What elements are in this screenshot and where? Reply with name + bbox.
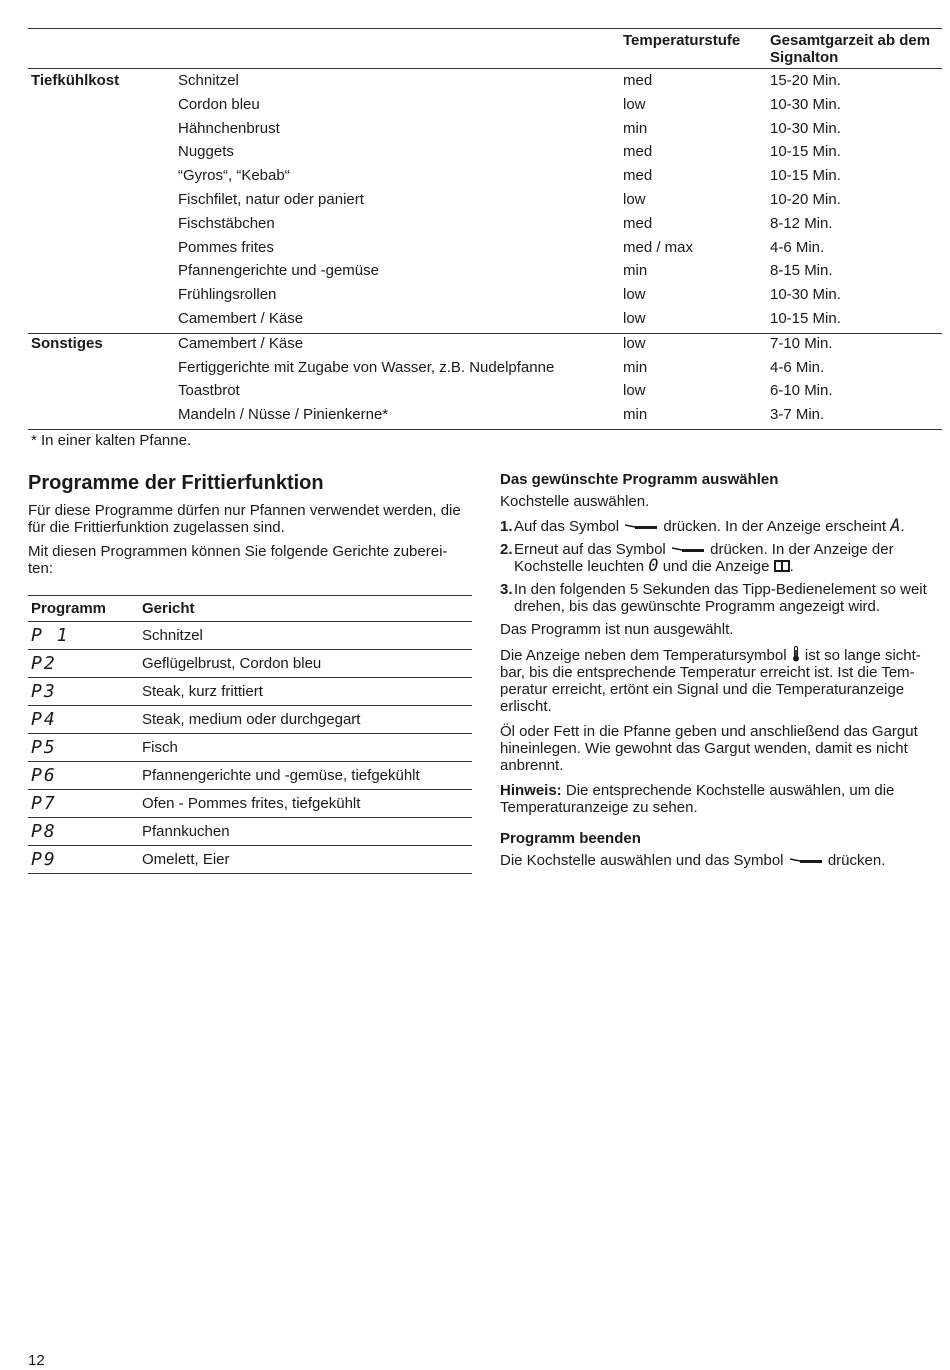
pan-icon [790, 856, 822, 866]
table-row [28, 381, 942, 405]
category-cell [28, 119, 175, 143]
header-dish: Gericht [139, 596, 472, 622]
program-code-display: P6 [31, 765, 57, 786]
select-program-heading: Das gewünschte Programm auswählen [500, 471, 779, 488]
temperature-cell: low [623, 286, 646, 304]
temperature-cell: med [623, 72, 653, 89]
time-cell: 6-10 Min. [770, 382, 833, 400]
table-row [28, 734, 472, 762]
table-row [28, 846, 472, 874]
temperature-cell: med / max [623, 238, 694, 256]
program-table-header [28, 596, 472, 622]
program-code [28, 762, 139, 790]
time-cell: 3-7 Min. [767, 405, 942, 429]
table-row [28, 119, 942, 143]
time-cell: 4-6 Min. [770, 238, 825, 256]
temperature-cell: min [623, 358, 648, 376]
program-code [28, 706, 139, 734]
category-cell [28, 381, 175, 405]
time-cell: 10-20 Min. [770, 190, 841, 208]
category-cell [28, 142, 175, 166]
list-item: 1. Auf das Symbol drücken. In der Anzeige erscheint A. [500, 516, 905, 536]
food-cell: Pommes frites [178, 238, 274, 256]
temperature-cell: med [623, 143, 653, 161]
program-code [28, 790, 139, 818]
note-paragraph: Hinweis: Die entsprechende Kochstelle auswählen, um die Temperaturanzeige zu sehen. [500, 782, 895, 816]
category-cell: Sonstiges [28, 333, 175, 357]
table-row [28, 95, 942, 119]
temperature-cell: low [623, 190, 646, 208]
program-dish: Pfannengerichte und -gemüse, tiefgekühlt [139, 762, 472, 790]
table-row [28, 818, 472, 846]
table-row [28, 69, 942, 95]
time-cell: 10-30 Min. [770, 119, 841, 137]
food-cell: Cordon bleu [178, 95, 260, 113]
time-cell: 8-15 Min. [770, 262, 833, 280]
food-cell: Fischfilet, natur oder paniert [178, 190, 364, 208]
section-heading: Programme der Frittierfunktion [28, 472, 324, 494]
program-code [28, 846, 139, 874]
time-cell: 10-15 Min. [770, 167, 841, 185]
temperature-cell: min [620, 405, 767, 429]
program-dish: Fisch [139, 734, 472, 762]
list-item: 3. In den folgenden 5 Sekunden das Tipp-Bedienelement so weit drehen, bis das gewünschte Programm angezeigt wird. [500, 581, 927, 615]
temperature-cell: min [623, 119, 648, 137]
table-header-row [28, 29, 942, 69]
program-code-display: P9 [31, 849, 57, 870]
program-code [28, 734, 139, 762]
program-code-display: P3 [31, 681, 57, 702]
program-selected-text: Das Programm ist nun ausgewählt. [500, 621, 734, 638]
page-number: 12 [28, 1352, 45, 1369]
end-program-heading: Programm beenden [500, 830, 641, 847]
program-code-display: P4 [31, 709, 57, 730]
thermometer-icon [792, 646, 800, 662]
time-cell: 10-15 Min. [770, 143, 841, 161]
category-cell [28, 214, 175, 238]
program-table [28, 595, 472, 874]
table-row [28, 650, 472, 678]
intro-paragraph-2: Mit diesen Programmen können Sie folgende Gerichte zuberei-ten: [28, 543, 448, 577]
table-row [28, 678, 472, 706]
category-cell [28, 166, 175, 190]
left-column [28, 470, 472, 874]
pan-icon [625, 522, 657, 532]
program-dish: Steak, kurz frittiert [139, 678, 472, 706]
note-label: Hinweis: [500, 782, 562, 799]
table-row [28, 333, 942, 357]
time-cell: 4-6 Min. [770, 358, 825, 376]
program-code [28, 650, 139, 678]
header-temperature: Temperaturstufe [623, 32, 741, 49]
program-dish: Steak, medium oder durchgegart [139, 706, 472, 734]
program-code-display: P2 [31, 653, 57, 674]
time-cell: 7-10 Min. [767, 333, 942, 357]
display-symbol: A [890, 516, 901, 536]
header-program: Programm [28, 596, 139, 622]
temperature-cell: low [623, 95, 646, 113]
program-code [28, 622, 139, 650]
table-row [28, 762, 472, 790]
program-code [28, 818, 139, 846]
table-row [28, 706, 472, 734]
program-code-display: P8 [31, 821, 57, 842]
select-intro: Kochstelle auswählen. [500, 493, 650, 510]
time-cell: 10-30 Min. [770, 286, 841, 304]
program-dish: Schnitzel [139, 622, 472, 650]
table-row [28, 309, 942, 333]
table-row [28, 358, 942, 382]
temperature-cell: low [623, 382, 646, 400]
category-cell [28, 95, 175, 119]
intro-paragraph: Für diese Programme dürfen nur Pfannen verwendet werden, die für die Frittierfunktion zugelassen sind. [28, 502, 461, 536]
program-code-display: P 1 [31, 625, 70, 646]
time-cell: 10-15 Min. [770, 309, 841, 327]
table-row [28, 261, 942, 285]
table-row [28, 238, 942, 262]
time-cell: 8-12 Min. [770, 214, 833, 232]
food-cell: Schnitzel [178, 72, 239, 89]
category-cell [28, 405, 175, 429]
category-cell [28, 190, 175, 214]
time-cell: 15-20 Min. [770, 72, 841, 89]
category-cell [28, 309, 175, 333]
footnote: * In einer kalten Pfanne. [31, 432, 192, 449]
temperature-paragraph: Die Anzeige neben dem Temperatursymbol ist so lange sicht-bar, bis die entsprechende Temperatur erreicht ist. Ist die Tem-peratur erreicht, ertönt ein Signal und die Temperaturanzeige erlischt. [500, 647, 921, 715]
temperature-cell: low [620, 333, 767, 357]
table-row [28, 166, 942, 190]
food-cell: Nuggets [178, 143, 234, 161]
temperature-cell: low [623, 309, 646, 327]
display-symbol: 0 [648, 556, 659, 576]
category-cell [28, 238, 175, 262]
food-cell: Frühlingsrollen [178, 286, 277, 304]
program-dish: Pfannkuchen [139, 818, 472, 846]
food-cell: Mandeln / Nüsse / Pinienkerne* [175, 405, 620, 429]
food-cell: “Gyros“, “Kebab“ [178, 167, 290, 185]
category-cell [28, 261, 175, 285]
header-total-time: Gesamtgarzeit ab dem Signalton [770, 32, 931, 66]
food-cell: Camembert / Käse [178, 309, 304, 327]
program-dish: Ofen - Pommes frites, tiefgekühlt [139, 790, 472, 818]
pan-icon [672, 545, 704, 555]
table-row [28, 405, 942, 429]
food-cell: Fertiggerichte mit Zugabe von Wasser, z.B. Nudelpfanne [178, 358, 555, 376]
program-dish: Geflügelbrust, Cordon bleu [139, 650, 472, 678]
table-row [28, 214, 942, 238]
time-cell: 10-30 Min. [770, 95, 841, 113]
category-cell: Tiefkühlkost [31, 72, 120, 89]
temperature-cell: med [623, 214, 653, 232]
food-cell: Hähnchenbrust [178, 119, 280, 137]
food-cell: Fischstäbchen [178, 214, 275, 232]
program-code-display: P7 [31, 793, 57, 814]
table-row [28, 142, 942, 166]
table-row [28, 790, 472, 818]
list-item: 2. Erneut auf das Symbol drücken. In der Anzeige der Kochstelle leuchten 0 und die Anzeige . [500, 541, 894, 576]
program-code [28, 678, 139, 706]
program-code-display: P5 [31, 737, 57, 758]
category-cell [28, 358, 175, 382]
end-program-text: Die Kochstelle auswählen und das Symbol drücken. [500, 852, 886, 869]
cooking-times-table [28, 28, 942, 430]
food-cell: Pfannengerichte und -gemüse [178, 262, 379, 280]
temperature-cell: min [623, 262, 648, 280]
table-row [28, 622, 472, 650]
table-row [28, 285, 942, 309]
right-column [500, 471, 942, 877]
temperature-cell: med [623, 167, 653, 185]
steps-list [500, 518, 942, 615]
food-cell: Toastbrot [178, 382, 240, 400]
category-cell [28, 285, 175, 309]
book-icon [774, 560, 790, 572]
food-cell: Camembert / Käse [175, 333, 620, 357]
program-dish: Omelett, Eier [139, 846, 472, 874]
table-row [28, 190, 942, 214]
oil-paragraph: Öl oder Fett in die Pfanne geben und anschließend das Gargut hineinlegen. Wie gewohnt das Gargut wenden, damit es nicht anbrennt. [500, 723, 918, 774]
